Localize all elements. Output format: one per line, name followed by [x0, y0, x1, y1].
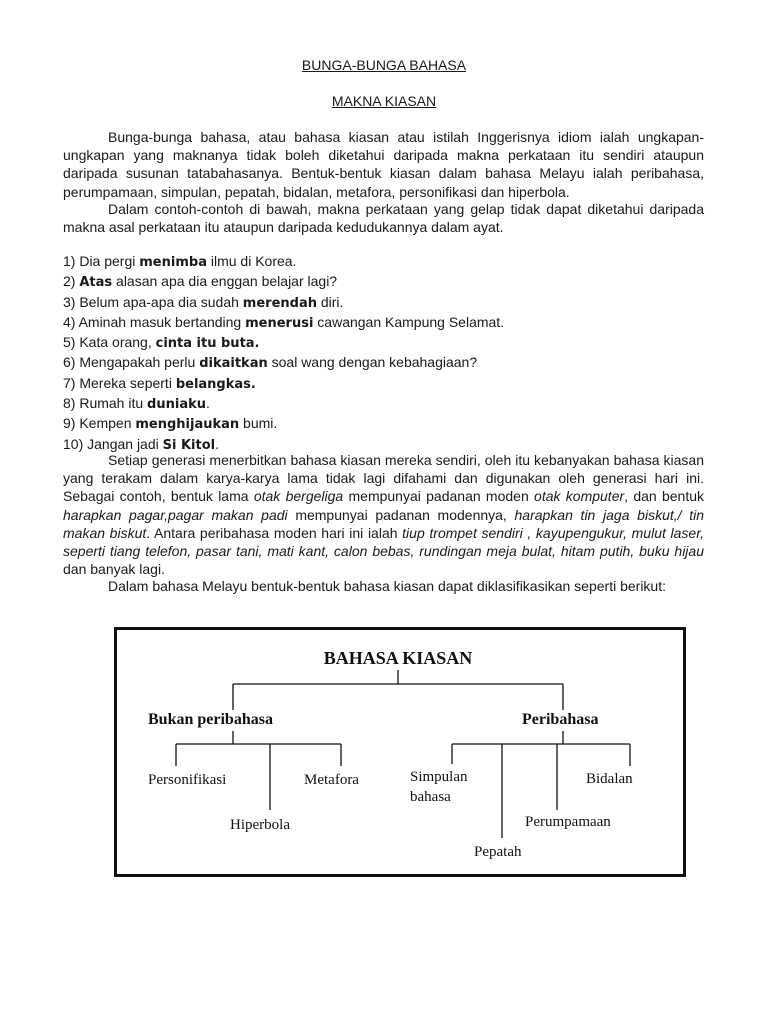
examples-list [63, 252, 504, 455]
document-subtitle: MAKNA KIASAN [331, 93, 437, 109]
diagram-left-branch: Bukan peribahasa [148, 711, 273, 728]
list-item: 5) Kata orang, cinta itu buta. [63, 334, 260, 352]
diagram-right-branch: Peribahasa [522, 711, 599, 728]
list-item: 2) Atas alasan apa dia enggan belajar lagi? [63, 273, 338, 291]
list-item: 9) Kempen menghijaukan bumi. [63, 415, 278, 433]
diagram-node-simpulan-line2: bahasa [410, 789, 451, 805]
list-item: 6) Mengapakah perlu dikaitkan soal wang dengan kebahagiaan? [63, 354, 478, 372]
paragraph-classification: Dalam bahasa Melayu bentuk-bentuk bahasa kiasan dapat diklasifikasikan seperti berikut: [108, 578, 666, 594]
list-item: 3) Belum apa-apa dia sudah merendah diri. [63, 293, 344, 311]
paragraph-intro: Bunga-bunga bahasa, atau bahasa kiasan atau istilah Inggerisnya idiom ialah ungkapan-ungkapan yang maknanya tidak boleh diketahui daripada makna perkataan itu sendiri ataupun daripada susunan tatabahasanya. Bentuk-bentuk kiasan dalam bahasa Melayu ialah peribahasa, perumpamaan, simpulan, pepatah, bidalan, metafora, personifikasi dan hiperbola. [63, 129, 704, 200]
diagram-node-bidalan: Bidalan [586, 771, 633, 787]
diagram-root: BAHASA KIASAN [323, 648, 473, 668]
list-item: 7) Mereka seperti belangkas. [63, 374, 256, 392]
diagram-node-pepatah: Pepatah [474, 844, 522, 860]
list-item: 1) Dia pergi menimba ilmu di Korea. [63, 253, 297, 270]
list-item: 8) Rumah itu duniaku. [63, 395, 210, 413]
diagram-node-hiperbola: Hiperbola [230, 817, 290, 833]
tree-diagram [117, 630, 683, 874]
diagram-node-personifikasi: Personifikasi [148, 772, 227, 788]
list-item: 4) Aminah masuk bertanding menerusi cawangan Kampung Selamat. [63, 313, 505, 331]
document-title: BUNGA-BUNGA BAHASA [301, 57, 467, 73]
diagram-node-metafora: Metafora [304, 772, 359, 788]
list-item: 10) Jangan jadi Si Kitol. [63, 435, 220, 453]
paragraph-generations: Setiap generasi menerbitkan bahasa kiasan mereka sendiri, oleh itu kebanyakan bahasa kiasan yang terakam dalam karya-karya lama tidak lagi difahami dan digunakan oleh generasi hari ini. Sebagai contoh, bentuk lama otak bergeliga mempunyai padanan moden otak komputer, dan bentuk harapkan pagar,pagar makan padi mempunyai padanan modennya, harapkan tin jaga biskut,/ tin makan biskut. Antara peribahasa moden hari ini ialah tiup trompet sendiri , kayupengukur, mulut laser, seperti tiang telefon, pasar tani, mati kant, calon bebas, rundingan meja bulat, hitam putih, buku hijau dan banyak lagi. [63, 452, 704, 578]
diagram-node-perumpamaan: Perumpamaan [525, 814, 611, 830]
paragraph-examples-intro: Dalam contoh-contoh di bawah, makna perkataan yang gelap tidak dapat diketahui daripada makna asal perkataan itu ataupun daripada kedudukannya dalam ayat. [63, 201, 704, 236]
diagram-node-simpulan: Simpulan [410, 769, 468, 785]
classification-diagram [114, 627, 686, 877]
